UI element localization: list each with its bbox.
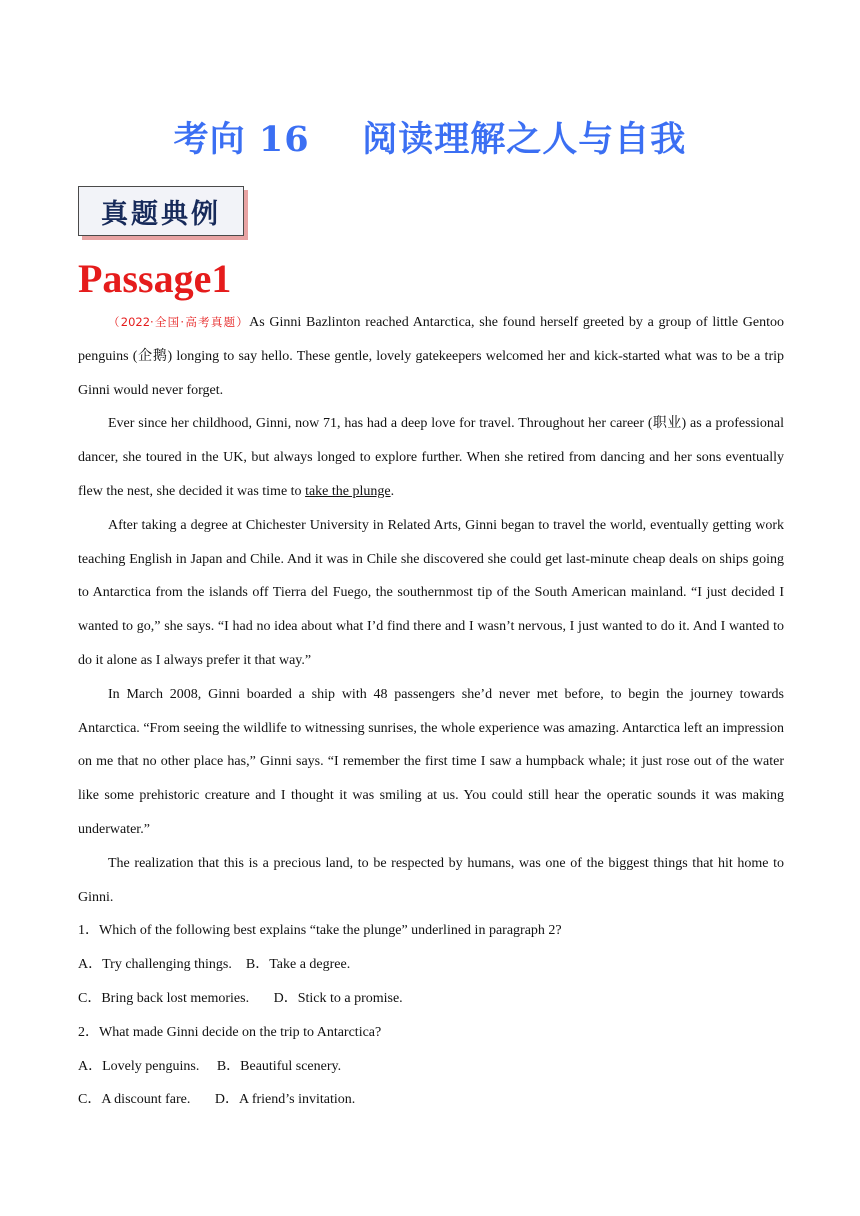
question-options: C．A discount fare. D．A friend’s invitation.	[78, 1092, 356, 1108]
paragraph-5: The realization that this is a precious land, to be respected by humans, was one of the biggest things that hit home to Ginni.	[78, 855, 784, 905]
paragraph-4: In March 2008, Ginni boarded a ship with 48 passengers she’d never met before, to begin the journey towards Antarctica. “From seeing the wildlife to witnessing sunrises, the whole experience was amazing. Antarctica left an impression on me that no other place has,” Ginni says. “I remember the first time I saw a humpback whale; it just rose out of the water like some prehistoric creature and I thought it was smiling at us. You could still hear the operatic sounds it was making underwater.”	[78, 686, 784, 837]
paragraph-2	[78, 407, 784, 508]
paragraph-2-text: Ever since her childhood, Ginni, now 71, has had a deep love for travel. Throughout her career (职业) as a professional dancer, she toured in the UK, but always longed to explore further. When she retired from dancing and her sons eventually flew the nest, she decided it was time to	[78, 416, 784, 499]
passage-heading: Passage1	[78, 256, 232, 301]
question-2	[78, 1016, 784, 1117]
paragraph-1	[78, 306, 784, 407]
question-options: A．Lovely penguins. B．Beautiful scenery.	[78, 1058, 342, 1074]
source-tag: （2022·全国·高考真题）	[108, 315, 250, 329]
question-options: A．Try challenging things. B．Take a degree.	[78, 957, 351, 973]
question-1	[78, 914, 784, 1015]
section-badge-label: 真题典例	[101, 198, 221, 230]
underlined-phrase: take the plunge	[305, 483, 391, 499]
question-stem: 1．Which of the following best explains “take the plunge” underlined in paragraph 2?	[78, 923, 562, 939]
page-title: 考向 16 阅读理解之人与自我	[173, 119, 687, 160]
passage-content	[78, 306, 784, 1117]
section-badge	[78, 186, 244, 236]
paragraph-1-text: As Ginni Bazlinton reached Antarctica, she found herself greeted by a group of little Gentoo penguins (企鹅) longing to say hello. These gentle, lovely gatekeepers welcomed her and kick-started what was to be a trip Ginni would never forget.	[78, 315, 785, 398]
paragraph-2-end: .	[390, 483, 395, 499]
question-options: C．Bring back lost memories. D．Stick to a promise.	[78, 990, 403, 1006]
paragraph-3: After taking a degree at Chichester University in Related Arts, Ginni began to travel the world, eventually getting work teaching English in Japan and Chile. And it was in Chile she discovered she could get last-minute cheap deals on ships going to Antarctica from the islands off Tierra del Fuego, the southernmost tip of the South American mainland. “I just decided I wanted to go,” she says. “I had no idea about what I’d find there and I wasn’t nervous, I just wanted to do it. And I wanted to do it alone as I always prefer it that way.”	[78, 517, 784, 668]
question-stem: 2．What made Ginni decide on the trip to Antarctica?	[78, 1024, 382, 1040]
